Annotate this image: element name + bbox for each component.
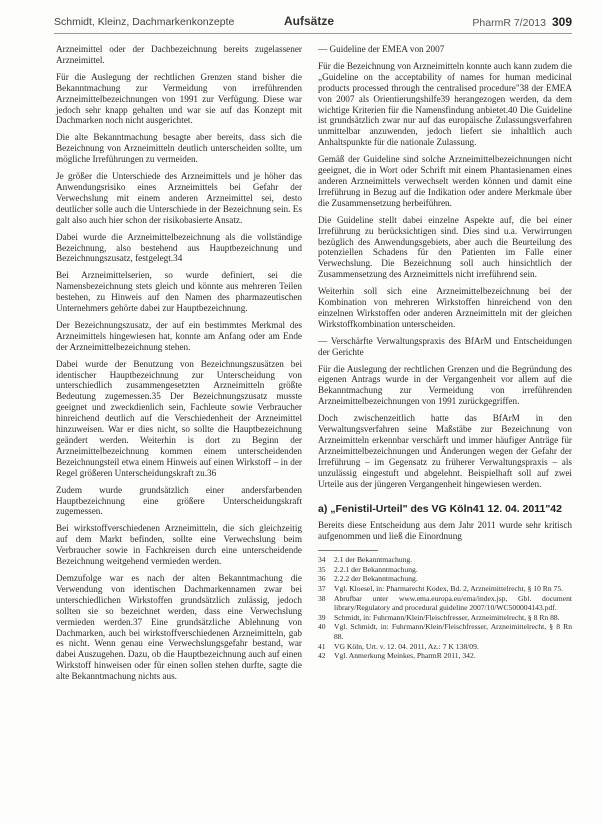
paragraph: Bei Arzneimittelserien, so wurde definiert, sei die Namensbezeichnung stets gleich und könnte aus mehreren Teilen bestehen, zu Hinweis auf den Namen des pharmazeutischen Unternehmers gehörte dabei zur Hauptbezeichnung.: [56, 270, 302, 314]
footnote-text: Schmidt, in: Fuhrmann/Klein/Fleischfresser, Arzneimittelrecht, § 8 Rn 88.: [334, 612, 560, 622]
footnote-text: 2.2.2 der Bekanntmachung.: [334, 574, 418, 584]
paragraph: Die Guideline stellt dabei einzelne Aspekte auf, die bei einer Irreführung zu berücksichtigen sind. Dies sind u.a. Verwirrungen bezüglich des Anwendungsgebiets, aber auch die Beurteilung des potenziellen Schadens für den Patienten im Falle einer Verwechslung. Die Bezeichnung soll auch hinsichtlich der Zusammensetzung des Arzneimittels nicht irreführend sein.: [318, 214, 572, 280]
running-head: Schmidt, Kleinz, Dachmarkenkonzepte: [54, 16, 235, 28]
header-rule: [54, 33, 572, 34]
paragraph: Der Bezeichnungszusatz, der auf ein bestimmtes Merkmal des Arzneimittels hingewiesen hat, konnte am Anfang oder am Ende der Arzneimittelbezeichnung stehen.: [56, 319, 302, 352]
paragraph: Dabei wurde der Benutzung von Bezeichnungszusätzen bei identischer Hauptbezeichnung zur Unterscheidung von unterschiedlich zusammengesetzten Arzneimitteln größte Bedeutung zugemessen.35 Der Bezeichnungszusatz musste geeignet und zweckdienlich sein, Fachleute sowie Verbraucher hinreichend deutlich auf die Verschiedenheit der Arzneimittel hinzuweisen. War er dies nicht, so sollte die Hauptbezeichnung geändert werden. Weiterhin is dort zu Beginn der Arzneimittelbezeichnung kommen einem unterscheidenden Bezeichnungsteil etwa einem Hinweis auf einen Wirkstoff – in der Regel größeren Unterscheidungskraft zu.36: [56, 358, 302, 478]
subheading: — Verschärfte Verwaltungspraxis des BfArM und Entscheidungen der Gerichte: [318, 335, 572, 357]
paragraph: Die alte Bekanntmachung besagte aber bereits, dass sich die Bezeichnung von Arzneimitteln deutlich unterscheiden sollte, um mögliche Irreführungen zu vermeiden.: [56, 132, 302, 165]
footnote: [318, 642, 572, 652]
footnote-number: 38: [318, 593, 326, 603]
footnote-text: Vgl. Schmidt, in: Fuhrmann/Klein/Fleischfresser, Arzneimittelrecht, § 8 Rn 88.: [334, 622, 572, 641]
paragraph: Doch zwischenzeitlich hatte das BfArM in den Verwaltungsverfahren seine Maßstäbe zur Bezeichnung von Arzneimitteln erkennbar verschärft und immer häufiger Anträge für Arzneimittelbezeichnungen und Änderungen wegen der Gefahr der Irreführung – im Gegensatz zu früherer Verwaltungspraxis – als unzulässig eingestuft und abgelehnt. Beispielhaft soll auf zwei Urteile aus der jüngeren Vergangenheit hingewiesen werden.: [318, 413, 572, 489]
paragraph: Für die Auslegung der rechtlichen Grenzen stand bisher die Bekanntmachung zur Vermeidung von irreführenden Arzneimittelbezeichnungen von 1991 zur Verfügung. Diese war jedoch sehr knapp gehalten und war sie auf das Konzept mit Dachmarken noch nicht ausgerichtet.: [56, 71, 302, 126]
footnote: [318, 613, 572, 623]
section-heading: a) „Fenistil-Urteil" des VG Köln41 12. 04. 2011"42: [318, 502, 562, 515]
left-column: [56, 44, 302, 688]
footnote-number: 39: [318, 612, 326, 622]
paragraph: Zudem wurde grundsätzlich einer andersfarbenden Hauptbezeichnung eine größere Unterscheidungskraft zugemessen.: [56, 484, 302, 517]
footnote-text: Vgl. Anmerkung Meinkes, PharmR 2011, 342.: [334, 651, 476, 661]
footnote: [318, 555, 572, 565]
footnote-number: 37: [318, 584, 326, 594]
paragraph: Für die Bezeichnung von Arzneimitteln konnte auch kann zudem die „Guideline on the acceptability of names for human medicinal products processed through the centralised procedure"38 der EMEA von 2007 als Orientierungshilfe39 herangezogen werden, da dem wichtige Kriterien für die Namensfindung anbietet.40 Die Guideline ist grundsätzlich zwar nur auf das europäische Zulassungsverfahren unmittelbar anzuwenden, jedoch liefert sie inhaltlich auch Anhaltspunkte für die nationale Zulassung.: [318, 60, 572, 148]
page-number: 309: [551, 15, 572, 29]
paragraph: Bereits diese Entscheidung aus dem Jahr 2011 wurde sehr kritisch aufgenommen und ließ die Einordnung: [318, 520, 572, 542]
footnote-number: 41: [318, 641, 326, 651]
footnote-text: Vgl. Kloesel, in: Pharmarecht Kodex, Bd. 2, Arzneimittelrecht, § 10 Rn 75.: [334, 584, 564, 594]
footnote: [318, 584, 572, 594]
paragraph: Für die Auslegung der rechtlichen Grenzen und die Begründung des eigenen Antrags wurde in der Vergangenheit vor allem auf die Bekanntmachung zur Vermeidung von irreführenden Arzneimittelbezeichnungen von 1991 zurückgegriffen.: [318, 363, 572, 407]
footnote-text: Abrufbar unter www.ema.europa.eu/ema/index.jsp, Gbl. document library/Regulatory and procedural guideline 2007/10/WC500004143.pdf.: [334, 593, 572, 613]
footnote-number: 36: [318, 574, 326, 584]
footnote: [318, 565, 572, 575]
footnote-text: 2.1 der Bekanntmachung.: [334, 555, 413, 565]
paragraph: Demzufolge war es nach der alten Bekanntmachung die Verwendung von identischen Dachmarkennamen zwar bei unterschiedlichen Wirkstoffen grundsätzlich zulässig, jedoch sollten sie so bezeichnet werden, dass eine Verwechslung vermieden werden.37 Eine grundsätzliche Ablehnung von Dachmarken, auch bei wirkstoffverschiedenen Arzneimitteln, gab es nicht. Wenn genau eine Verwechslungsgefahr bestand, war dabei Auszugehen. Dazu, ob die Hauptbezeichnung auch auf einen Wirkstoff hinweisen oder für einen sollen stehen durfte, sagte die alte Bekanntmachung nichts aus.: [56, 572, 302, 682]
paragraph: Weiterhin soll sich eine Arzneimittelbezeichnung bei der Kombination von mehreren Wirkstoffen hinreichend von den einzelnen Wirkstoffen oder anderen Arzneimitteln mit der gleichen Wirkstoffkombination unterscheiden.: [318, 286, 572, 329]
footnote-number: 35: [318, 564, 326, 574]
right-column: [318, 44, 572, 661]
paragraph: Je größer die Unterschiede des Arzneimittels und je höher das Anwendungsrisiko eines Arzneimittels bei Gefahr der Verwechslung mit einem anderen Arzneimittel sei, desto deutlicher solle auch die Unterschiede in der Bezeichnung sein. Es galt also auch hier schon der risikobasierte Ansatz.: [56, 171, 302, 225]
footnote: [318, 622, 572, 641]
paragraph: Arzneimittel oder der Dachbezeichnung bereits zugelassener Arzneimittel.: [56, 44, 302, 65]
footnote-text: 2.2.1 der Bekanntmachung.: [334, 564, 418, 574]
journal-info: [472, 15, 572, 29]
paragraph: Bei wirkstoffverschiedenen Arzneimitteln, die sich gleichzeitig auf dem Markt befinden, sollte eine Verwechslung beim Verbraucher sowie in Fachkreisen durch eine unterscheidende Bezeichnung weitgehend vermieden werden.: [56, 523, 302, 567]
paragraph: Gemäß der Guideline sind solche Arzneimittelbezeichnungen nicht geeignet, die in Wort oder Schrift mit einem Phantasienamen eines anderen Arzneimittels verwechselt werden können und damit eine Irreführung in Bezug auf die Indikation oder andere Merkmale über die Zusammensetzung herbeiführen.: [318, 154, 572, 208]
footnote-text: VG Köln, Urt. v. 12. 04. 2011, Az.: 7 K 138/09.: [334, 641, 479, 651]
footnote: [318, 651, 572, 661]
paragraph: Dabei wurde die Arzneimittelbezeichnung als die vollständige Bezeichnung, also bestehend aus Hauptbezeichnung und Bezeichnungszusatz, festgelegt.34: [56, 231, 302, 264]
footnotes: [318, 555, 572, 661]
footnote-number: 42: [318, 651, 326, 661]
footnote-rule: [318, 550, 378, 551]
footnote-number: 40: [318, 622, 326, 632]
journal-name: PharmR 7/2013: [472, 17, 546, 29]
footnote: [318, 594, 572, 613]
section-title: Aufsätze: [284, 14, 335, 28]
footnote: [318, 574, 572, 584]
subheading: — Guideline der EMEA von 2007: [318, 44, 445, 54]
footnote-number: 34: [318, 555, 326, 565]
